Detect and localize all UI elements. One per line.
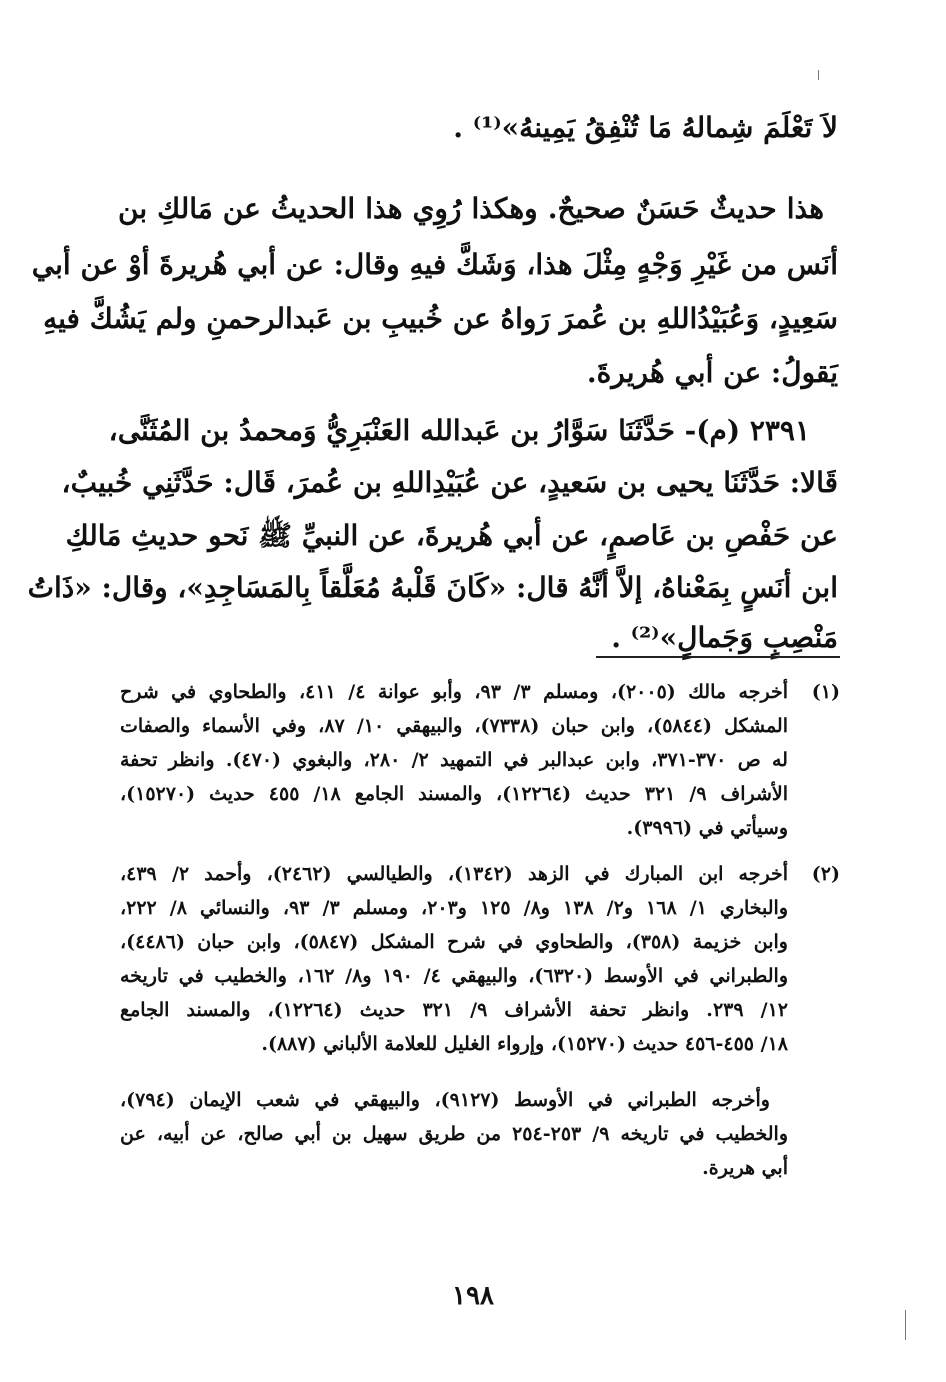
footnote-line: ١٨/ ٤٥٥-٤٥٦ حديث (١٥٢٧٠)، وإرواء الغليل للعلامة الألباني (٨٨٧).	[261, 1033, 788, 1055]
footnote-line: ١٢/ ٢٣٩. وانظر تحفة الأشراف ٩/ ٣٢١ حديث (١٢٢٦٤)، والمسند الجامع	[120, 999, 789, 1021]
page-number: ١٩٨	[452, 1281, 494, 1311]
text-line: ٢٣٩١ (م)- حَدَّثَنَا سَوَّارُ بن عَبدالله العَنْبَرِيُّ وَمحمدُ بن المُثَنَّى،	[108, 414, 810, 447]
text-line: لاَ تَعْلَمَ شِمالهُ مَا تُنْفِقُ يَمِينهُ»⁽¹⁾ .	[453, 111, 838, 144]
scan-artifact	[905, 1310, 906, 1340]
footnote-line: أبي هريرة.	[702, 1157, 788, 1179]
text-line: أنَس من غَيْرِ وَجْهٍ مِثْلَ هذا، وَشَكَّ فيهِ وقال: عن أبي هُريرةَ أوْ عن أبي	[31, 248, 838, 281]
footnote-line: والخطيب في تاريخه ٩/ ٢٥٣-٢٥٤ من طريق سهيل بن أبي صالح، عن أبيه، عن	[120, 1123, 788, 1145]
footnote-marker: (٢)	[811, 863, 840, 885]
text-line: سَعِيدٍ، وَعُبَيْدُاللهِ بن عُمرَ رَواهُ عن خُبيبِ بن عَبدالرحمنِ ولم يَشُكَّ فيهِ	[43, 302, 838, 335]
footnote-line: أخرجه ابن المبارك في الزهد (١٣٤٢)، والطيالسي (٢٤٦٢)، وأحمد ٢/ ٤٣٩،	[120, 863, 788, 885]
footnote-line: أخرجه مالك (٢٠٠٥)، ومسلم ٣/ ٩٣، وأبو عوانة ٤/ ٤١١، والطحاوي في شرح	[120, 681, 788, 703]
footnote-line: والبخاري ١/ ١٦٨ و٢/ ١٣٨ و٨/ ١٢٥ و٢٠٣، ومسلم ٣/ ٩٣، والنسائي ٨/ ٢٢٢،	[120, 897, 788, 919]
text-line: هذا حديثٌ حَسَنٌ صحيحٌ. وهكذا رُوِي هذا الحديثُ عن مَالكِ بن	[118, 192, 824, 225]
footnote-line: له ص ٣٧٠-٣٧١، وابن عبدالبر في التمهيد ٢/ ٢٨٠، والبغوي (٤٧٠). وانظر تحفة	[120, 749, 788, 771]
footnote-line: وسيأتي في (٣٩٩٦).	[626, 817, 788, 839]
footnote-separator	[596, 656, 840, 658]
text-line: يَقولُ: عن أبي هُريرةَ.	[586, 356, 838, 389]
footnote-line: وابن خزيمة (٣٥٨)، والطحاوي في شرح المشكل (٥٨٤٧)، وابن حبان (٤٤٨٦)،	[120, 931, 788, 953]
footnote-line: والطبراني في الأوسط (٦٣٢٠)، والبيهقي ٤/ ١٩٠ و٨/ ١٦٢، والخطيب في تاريخه	[120, 965, 788, 987]
text-line: ابن أنَسٍ بِمَعْناهُ، إلاَّ أنَّهُ قال: «كَانَ قَلْبهُ مُعَلَّقاً بِالمَسَاجِدِ»، وقال: «ذَاتُ	[27, 571, 838, 604]
scan-artifact	[818, 70, 819, 80]
footnote-line: المشكل (٥٨٤٤)، وابن حبان (٧٣٣٨)، والبيهقي ١٠/ ٨٧، وفي الأسماء والصفات	[120, 715, 788, 737]
footnote-line: الأشراف ٩/ ٣٢١ حديث (١٢٢٦٤)، والمسند الجامع ١٨/ ٤٥٥ حديث (١٥٢٧٠)،	[120, 783, 789, 805]
footnote-line: وأخرجه الطبراني في الأوسط (٩١٢٧)، والبيهقي في شعب الإيمان (٧٩٤)،	[120, 1089, 770, 1111]
footnote-marker: (١)	[811, 681, 840, 703]
text-line: قَالا: حَدَّثَنَا يحيى بن سَعيدٍ، عن عُبَيْدِاللهِ بن عُمرَ، قَال: حَدَّثَنِي خُبيبٌ،	[61, 466, 838, 499]
text-line: عن حَفْصِ بن عَاصمٍ، عن أبي هُريرةَ، عن النبيِّ ﷺ نَحو حديثِ مَالكِ	[65, 519, 838, 552]
text-line: مَنْصِبٍ وَجَمالٍ»⁽²⁾ .	[611, 621, 838, 654]
